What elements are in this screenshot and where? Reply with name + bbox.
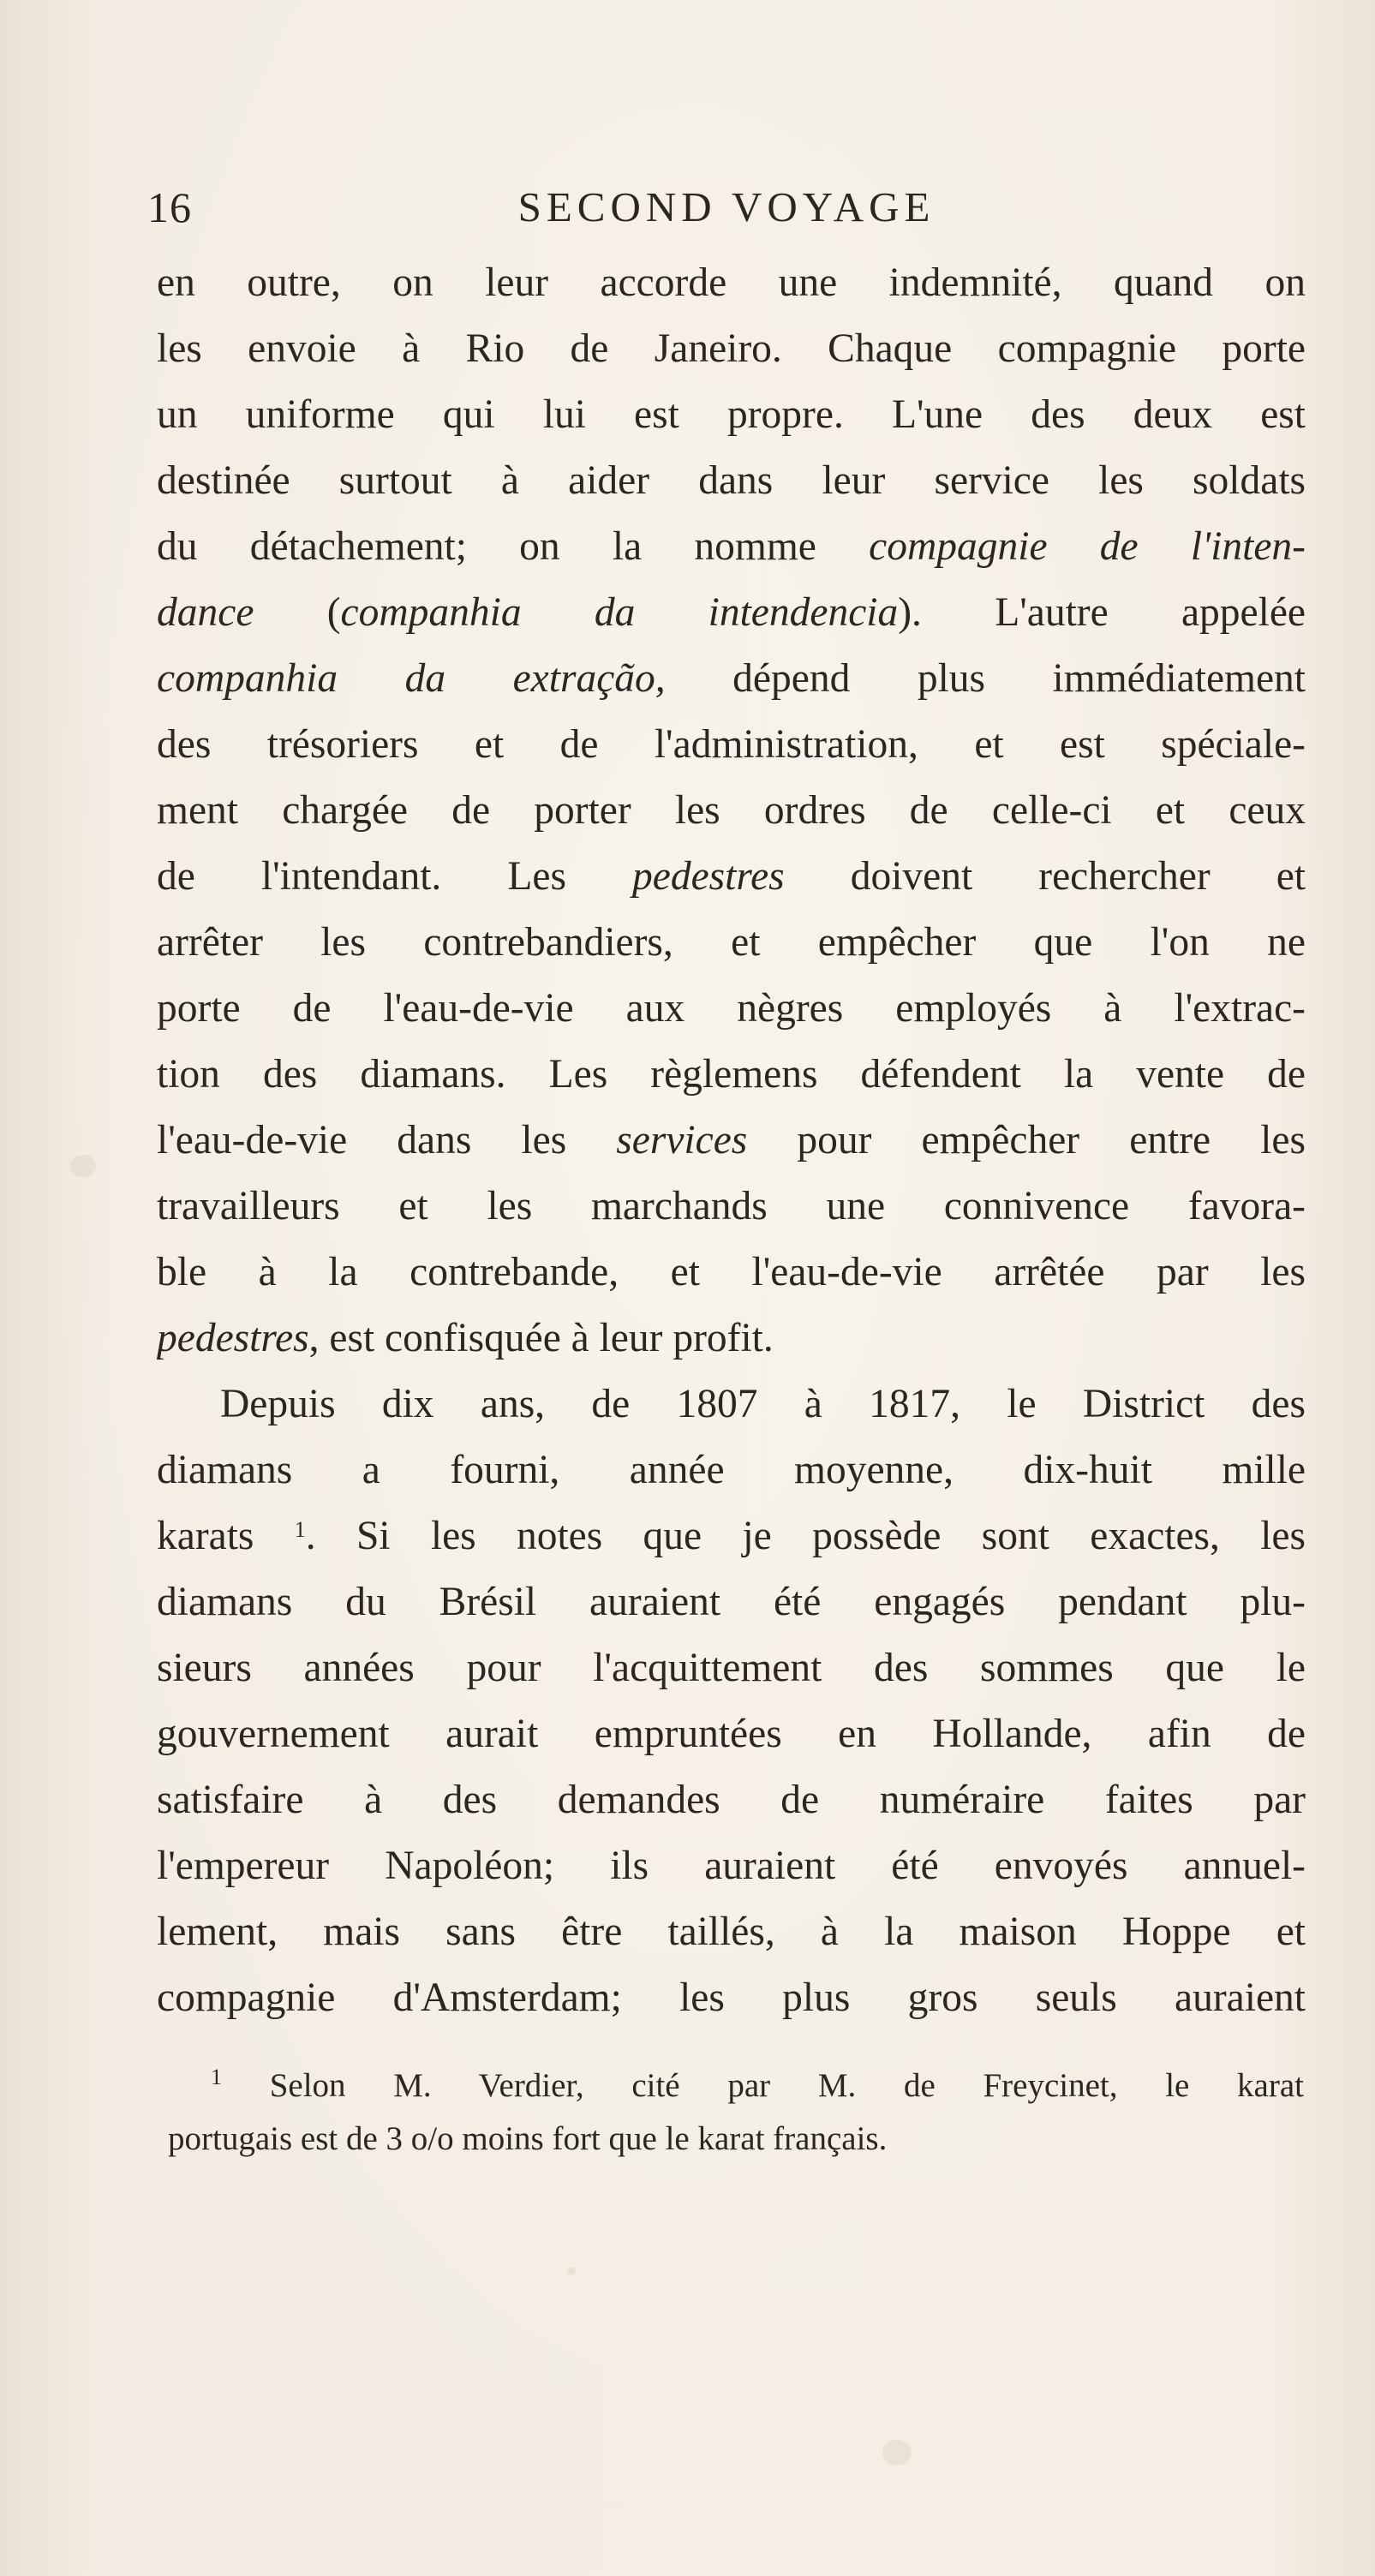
text-segment: compagnie d'Amsterdam; les plus gros seuls auraient bbox=[157, 1975, 1306, 2020]
text-segment: Depuis dix ans, de 1807 à 1817, le District des bbox=[220, 1382, 1306, 1426]
italic-text: compagnie de l'inten- bbox=[869, 524, 1306, 569]
italic-text: pedestres bbox=[157, 1316, 309, 1360]
text-line bbox=[157, 1042, 1306, 1108]
text-segment: des trésoriers et de l'administration, et est spéciale- bbox=[157, 722, 1306, 767]
text-segment: en outre, on leur accorde une indemnité, quand on bbox=[157, 260, 1306, 305]
text-line bbox=[157, 1372, 1306, 1437]
text-line bbox=[157, 1899, 1306, 1965]
footnote-reference: 1 bbox=[294, 1517, 306, 1542]
text-line bbox=[157, 976, 1306, 1042]
text-line bbox=[157, 1240, 1306, 1306]
text-segment: gouvernement aurait empruntées en Hollande, afin de bbox=[157, 1712, 1306, 1756]
text-segment: sieurs années pour l'acquittement des sommes que le bbox=[157, 1646, 1306, 1690]
text-segment: l'eau-de-vie dans les bbox=[157, 1118, 617, 1162]
text-line bbox=[157, 1635, 1306, 1701]
text-line bbox=[157, 1174, 1306, 1240]
text-line bbox=[157, 712, 1306, 778]
text-line bbox=[157, 1569, 1306, 1635]
text-segment: diamans du Brésil auraient été engagés pendant plu- bbox=[157, 1580, 1306, 1624]
text-line bbox=[157, 1965, 1306, 2031]
text-segment: l'empereur Napoléon; ils auraient été envoyés annuel- bbox=[157, 1844, 1306, 1888]
text-segment: de l'intendant. Les bbox=[157, 854, 633, 899]
text-segment: ). L'autre appelée bbox=[898, 590, 1306, 635]
text-segment: dépend plus immédiatement bbox=[665, 656, 1306, 701]
text-line bbox=[157, 448, 1306, 514]
text-segment: diamans a fourni, année moyenne, dix-huit mille bbox=[157, 1448, 1306, 1492]
text-line bbox=[157, 778, 1306, 844]
text-line bbox=[157, 316, 1306, 382]
text-segment: un uniforme qui lui est propre. L'une des deux est bbox=[157, 392, 1306, 437]
paper-spot bbox=[567, 2267, 576, 2275]
italic-text: services bbox=[616, 1118, 748, 1162]
page-number: 16 bbox=[147, 183, 192, 231]
text-segment: arrêter les contrebandiers, et empêcher que l'on ne bbox=[157, 920, 1306, 965]
italic-text: companhia da intendencia bbox=[340, 590, 899, 635]
text-segment: karats bbox=[157, 1514, 295, 1558]
italic-text: companhia da extração, bbox=[157, 656, 666, 701]
italic-text: dance bbox=[157, 590, 254, 635]
text-line bbox=[157, 844, 1306, 910]
footnote-line bbox=[168, 2113, 1304, 2166]
text-line bbox=[157, 1767, 1306, 1833]
running-head: SECOND VOYAGE bbox=[517, 183, 936, 230]
text-segment: travailleurs et les marchands une connivence favora- bbox=[157, 1184, 1306, 1228]
text-line bbox=[157, 1306, 1306, 1372]
text-line bbox=[157, 646, 1306, 712]
page-header bbox=[147, 178, 1306, 236]
text-segment: ( bbox=[254, 590, 341, 635]
text-line bbox=[157, 910, 1306, 976]
text-line bbox=[157, 1503, 1306, 1569]
text-segment: doivent rechercher et bbox=[784, 854, 1306, 899]
text-line bbox=[157, 382, 1306, 448]
footnote-marker: 1 bbox=[211, 2065, 222, 2089]
footnote-text: Selon M. Verdier, cité par M. de Freycinet, le karat bbox=[269, 2067, 1304, 2104]
text-segment: lement, mais sans être taillés, à la maison Hoppe et bbox=[157, 1910, 1306, 1954]
text-line bbox=[157, 1701, 1306, 1767]
text-segment: tion des diamans. Les règlemens défendent la vente de bbox=[157, 1052, 1306, 1097]
text-segment: , est confisquée à leur profit. bbox=[308, 1316, 774, 1360]
text-line bbox=[157, 1833, 1306, 1899]
footnote bbox=[168, 2059, 1304, 2166]
text-line bbox=[157, 250, 1306, 316]
italic-text: pedestres bbox=[632, 854, 785, 899]
text-segment: les envoie à Rio de Janeiro. Chaque compagnie porte bbox=[157, 326, 1306, 371]
text-segment: destinée surtout à aider dans leur service les soldats bbox=[157, 458, 1306, 503]
paper-spot bbox=[70, 1155, 96, 1177]
text-line bbox=[157, 580, 1306, 646]
text-segment: pour empêcher entre les bbox=[747, 1118, 1306, 1162]
text-segment: porte de l'eau-de-vie aux nègres employés à l'extrac- bbox=[157, 986, 1306, 1031]
text-line bbox=[157, 1108, 1306, 1174]
text-line bbox=[157, 1437, 1306, 1503]
paper-spot bbox=[882, 2440, 912, 2465]
body-text bbox=[157, 250, 1306, 2031]
text-segment: . Si les notes que je possède sont exactes, les bbox=[305, 1514, 1306, 1558]
text-segment: du détachement; on la nomme bbox=[157, 524, 870, 569]
text-segment: ment chargée de porter les ordres de celle-ci et ceux bbox=[157, 788, 1306, 833]
text-segment: satisfaire à des demandes de numéraire faites par bbox=[157, 1778, 1306, 1822]
footnote-text: portugais est de 3 o/o moins fort que le karat français. bbox=[168, 2120, 888, 2157]
text-line bbox=[157, 514, 1306, 580]
text-segment: ble à la contrebande, et l'eau-de-vie arrêtée par les bbox=[157, 1250, 1306, 1294]
footnote-line bbox=[168, 2059, 1304, 2113]
